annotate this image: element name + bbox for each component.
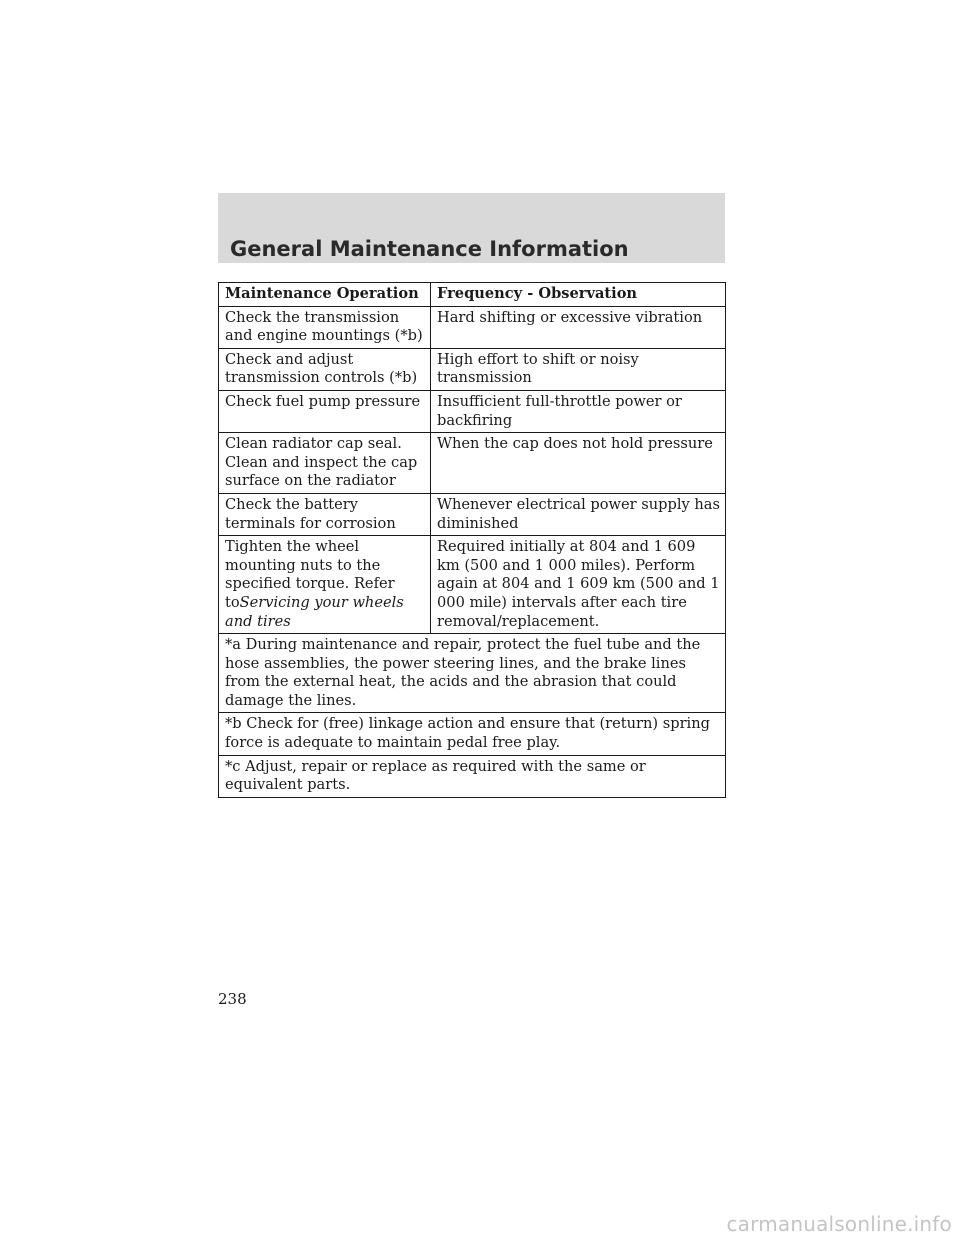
frequency-cell: Whenever electrical power supply has diminished: [431, 493, 726, 535]
footnote-b: *b Check for (free) linkage action and ensure that (return) spring force is adequate to maintain pedal free play.: [219, 713, 726, 755]
footnote-c: *c Adjust, repair or replace as required with the same or equivalent parts.: [219, 755, 726, 797]
section-header: [218, 193, 725, 263]
operation-cell: Check and adjust transmission controls (*b): [219, 348, 431, 390]
frequency-cell: Insufficient full-throttle power or backfiring: [431, 390, 726, 432]
column-header-operation: Maintenance Operation: [219, 283, 431, 307]
footnote-a: *a During maintenance and repair, protect the fuel tube and the hose assemblies, the power steering lines, and the brake lines from the external heat, the acids and the abrasion that could damage the lines.: [219, 634, 726, 713]
section-title: General Maintenance Information: [230, 237, 629, 261]
frequency-cell: Hard shifting or excessive vibration: [431, 306, 726, 348]
operation-cell: Clean radiator cap seal. Clean and inspect the cap surface on the radiator: [219, 433, 431, 494]
column-header-frequency: Frequency - Observation: [431, 283, 726, 307]
operation-cell: Check the battery terminals for corrosion: [219, 493, 431, 535]
frequency-cell: When the cap does not hold pressure: [431, 433, 726, 494]
table-row: [219, 536, 726, 634]
table-row: [219, 390, 726, 432]
operation-cell: Check the transmission and engine mountings (*b): [219, 306, 431, 348]
operation-text: Tighten the wheel mounting nuts to the specified torque. Refer to: [225, 538, 395, 611]
table-row: [219, 348, 726, 390]
maintenance-table: [218, 282, 726, 798]
table-row: [219, 433, 726, 494]
operation-cell: [219, 536, 431, 634]
table-row: [219, 306, 726, 348]
page-number: 238: [218, 990, 247, 1008]
cross-reference-link[interactable]: Servicing your wheels and tires: [225, 593, 404, 630]
operation-cell: Check fuel pump pressure: [219, 390, 431, 432]
table-note-row: [219, 755, 726, 797]
table-note-row: [219, 713, 726, 755]
frequency-cell: Required initially at 804 and 1 609 km (500 and 1 000 miles). Perform again at 804 and 1 609 km (500 and 1 000 mile) intervals after each tire removal/replacement.: [431, 536, 726, 634]
watermark: carmanualsonline.info: [726, 1212, 952, 1236]
frequency-cell: High effort to shift or noisy transmission: [431, 348, 726, 390]
table-note-row: [219, 634, 726, 713]
table-row: [219, 493, 726, 535]
table-header-row: [219, 283, 726, 307]
